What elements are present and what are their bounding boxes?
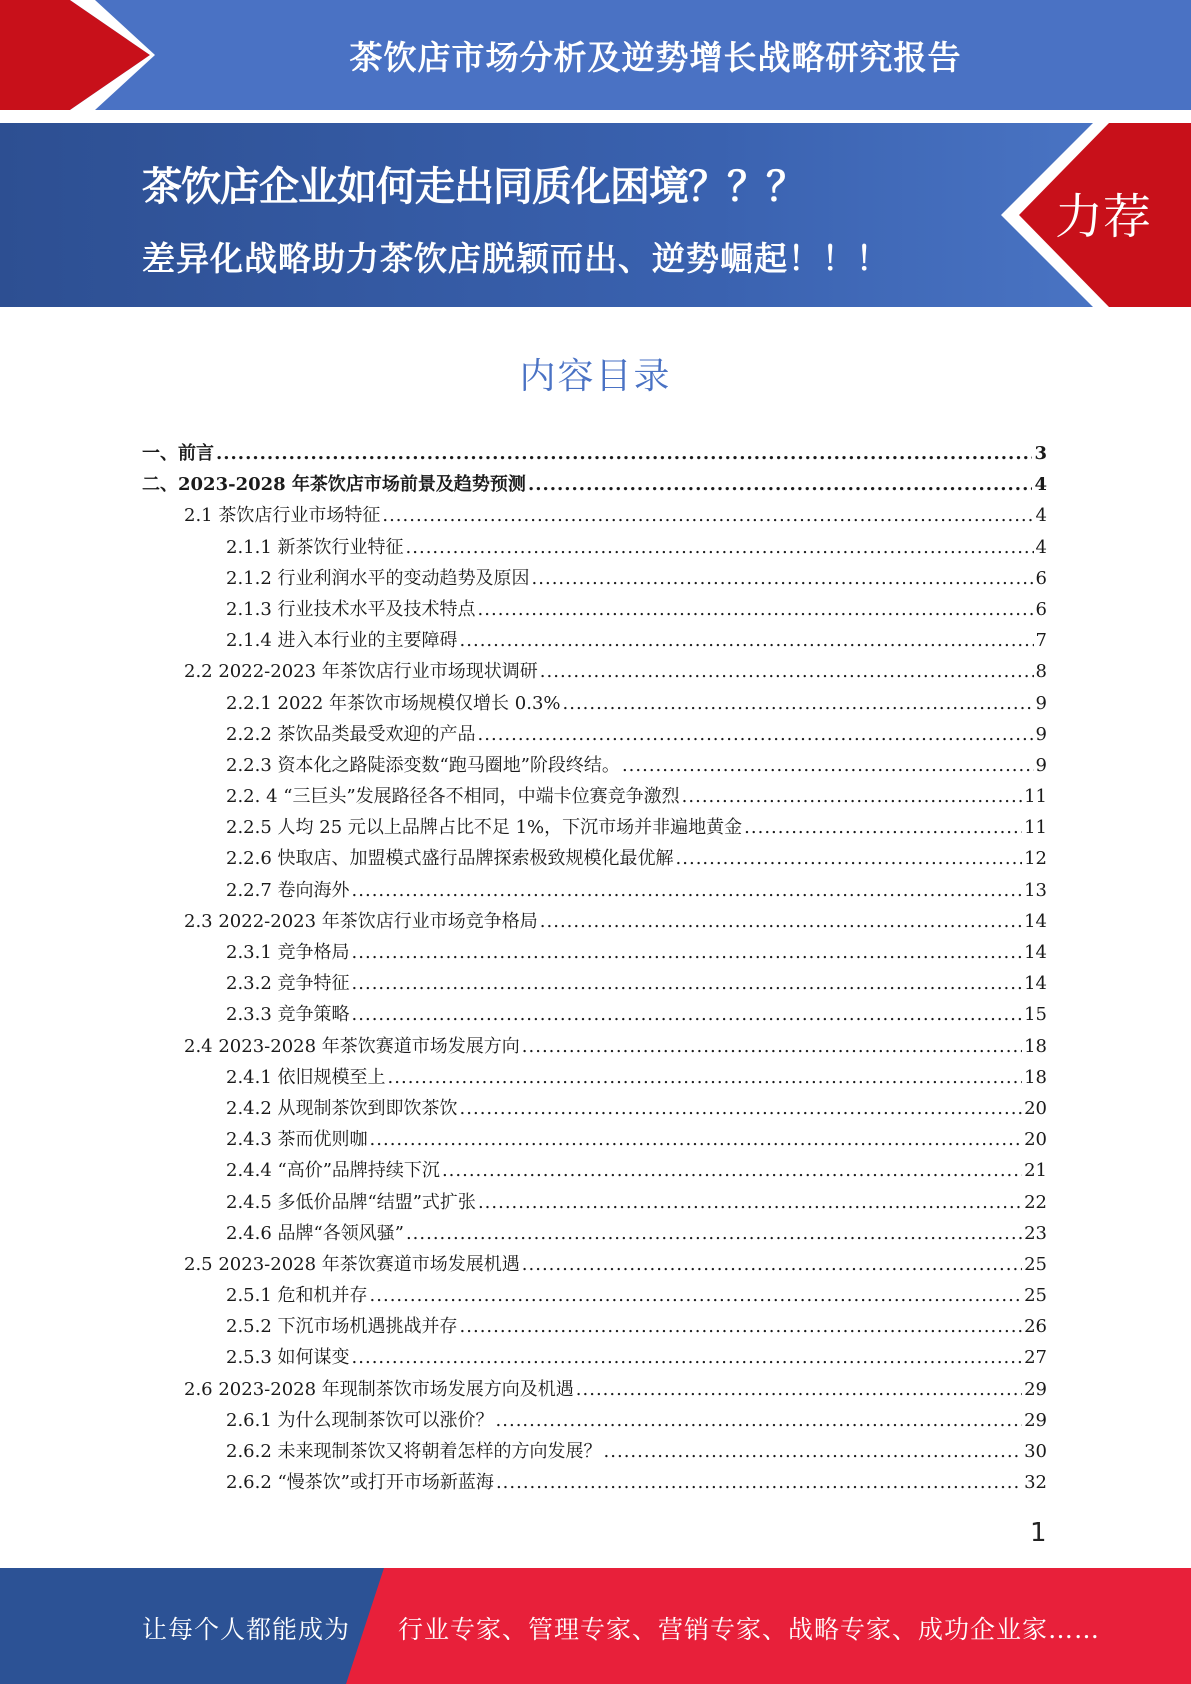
toc-entry-title: 2.4.6 品牌“各领风骚” [226,1222,404,1244]
toc-entry-title: 2.5.1 危和机并存 [226,1285,368,1307]
toc-entry[interactable] [142,719,1047,750]
toc-entry-title: 2.2.7 卷向海外 [226,879,350,901]
toc-entry[interactable] [142,656,1047,687]
toc-dot-leader [460,1311,1023,1342]
toc-entry[interactable] [142,1124,1047,1155]
toc-entry-title: 2.3.2 竞争特征 [226,973,350,995]
toc-entry-page: 4 [1035,505,1047,527]
toc-entry[interactable] [142,812,1047,843]
toc-entry-page: 32 [1024,1472,1047,1494]
toc-entry[interactable] [142,1280,1047,1311]
toc-dot-leader [370,1280,1023,1311]
toc-dot-leader [352,937,1023,968]
toc-entry-page: 20 [1024,1097,1047,1119]
toc-entry-title: 2.1 茶饮店行业市场特征 [184,505,381,527]
footer-slogan-right: 行业专家、管理专家、营销专家、战略专家、成功企业家…… [398,1615,1101,1644]
toc-entry[interactable] [142,594,1047,625]
toc-entry-page: 22 [1024,1191,1047,1213]
toc-entry[interactable] [142,625,1047,656]
toc-dot-leader [522,1031,1022,1062]
toc-entry[interactable] [142,1249,1047,1280]
toc-dot-leader [460,625,1034,656]
toc-entry-page: 14 [1024,973,1047,995]
toc-dot-leader [622,750,1034,781]
toc-entry-page: 23 [1024,1222,1047,1244]
toc-entry-page: 8 [1035,661,1047,683]
toc-entry[interactable] [142,875,1047,906]
toc-entry-title: 2.4.3 茶而优则咖 [226,1129,368,1151]
toc-entry-title: 2.5 2023-2028 年茶饮赛道市场发展机遇 [184,1253,520,1275]
toc-dot-leader [352,875,1023,906]
toc-entry-page: 6 [1035,567,1047,589]
toc-entry[interactable] [142,781,1047,812]
toc-dot-leader [522,1249,1022,1280]
toc-entry[interactable] [142,1093,1047,1124]
toc-dot-leader [528,469,1033,500]
toc-title: 内容目录 [519,356,672,397]
toc-dot-leader [496,1405,1023,1436]
toc-dot-leader [604,1436,1023,1467]
toc-entry[interactable] [142,500,1047,531]
toc-entry-page: 18 [1024,1035,1047,1057]
toc-dot-leader [744,812,1022,843]
toc-dot-leader [563,688,1034,719]
toc-entry-page: 29 [1024,1409,1047,1431]
toc-entry-page: 26 [1024,1316,1047,1338]
toc-entry[interactable] [142,1218,1047,1249]
toc-entry[interactable] [142,906,1047,937]
header-chevron-icon [0,0,160,110]
toc-entry-title: 2.1.3 行业技术水平及技术特点 [226,598,476,620]
toc-entry[interactable] [142,1062,1047,1093]
toc-entry[interactable] [142,999,1047,1030]
toc-dot-leader [370,1124,1023,1155]
toc-entry[interactable] [142,563,1047,594]
toc-entry-page: 29 [1024,1378,1047,1400]
toc-entry[interactable] [142,1311,1047,1342]
toc-entry-title: 2.1.2 行业利润水平的变动趋势及原因 [226,567,530,589]
toc-entry[interactable] [142,750,1047,781]
toc-entry-title: 2.1.4 进入本行业的主要障碍 [226,630,458,652]
toc-entry-title: 2.2 2022-2023 年茶饮店行业市场现状调研 [184,661,538,683]
toc-entry-page: 11 [1024,817,1047,839]
footer-slogan-left: 让每个人都能成为 [142,1615,351,1644]
toc-entry-title: 2.5.3 如何谋变 [226,1347,350,1369]
toc-dot-leader [442,1155,1022,1186]
toc-dot-leader [576,1374,1022,1405]
toc-entry-page: 9 [1035,754,1047,776]
toc-entry-title: 2.1.1 新茶饮行业特征 [226,536,404,558]
toc-entry-title: 2.4 2023-2028 年茶饮赛道市场发展方向 [184,1035,520,1057]
toc-entry-title: 2.2.1 2022 年茶饮市场规模仅增长 0.3% [226,692,561,714]
toc-entry-page: 3 [1034,443,1047,464]
toc-dot-leader [682,781,1022,812]
toc-entry[interactable] [142,968,1047,999]
toc-dot-leader [388,1062,1023,1093]
report-title: 茶饮店市场分析及逆势增长战略研究报告 [349,37,962,77]
toc-entry-title: 2.6 2023-2028 年现制茶饮市场发展方向及机遇 [184,1378,574,1400]
toc-entry-title: 2.2.6 快取店、加盟模式盛行品牌探索极致规模化最优解 [226,848,674,870]
toc-dot-leader [540,906,1022,937]
toc-dot-leader [478,719,1034,750]
toc-entry-page: 4 [1035,536,1047,558]
toc-entry-title: 2.4.2 从现制茶饮到即饮茶饮 [226,1097,458,1119]
toc-entry-page: 14 [1024,910,1047,932]
toc-entry[interactable] [142,1031,1047,1062]
toc-entry-page: 4 [1034,474,1047,496]
toc-entry-page: 9 [1035,692,1047,714]
toc-dot-leader [406,532,1034,563]
banner-subheadline: 差异化战略助力茶饮店脱颖而出、逆势崛起！！！ [142,239,890,278]
toc-entry[interactable] [142,688,1047,719]
toc-entry-title: 2.2.5 人均 25 元以上品牌占比不足 1%，下沉市场并非遍地黄金 [226,817,743,839]
toc-entry-title: 2.3.3 竞争策略 [226,1004,350,1026]
toc-dot-leader [478,594,1034,625]
toc-dot-leader [496,1467,1022,1498]
toc-entry-page: 7 [1035,630,1047,652]
toc-entry-title: 2.3.1 竞争格局 [226,942,350,963]
toc-entry[interactable] [142,1374,1047,1405]
toc-entry-title: 2.3 2022-2023 年茶饮店行业市场竞争格局 [184,910,538,932]
toc-entry[interactable] [142,1187,1047,1218]
toc-entry-page: 12 [1024,848,1047,870]
toc-entry-page: 11 [1024,786,1047,808]
toc-entry[interactable] [142,1467,1047,1498]
toc-entry[interactable] [142,937,1047,968]
toc-dot-leader [216,438,1032,469]
toc-entry-title: 2.5.2 下沉市场机遇挑战并存 [226,1316,458,1338]
toc-entry-title: 2.4.4 “高价”品牌持续下沉 [226,1160,440,1182]
toc-entry-title: 二、2023-2028 年茶饮店市场前景及趋势预测 [142,474,526,496]
toc-entry-page: 15 [1024,1004,1047,1026]
toc-entry-page: 13 [1024,879,1047,901]
toc-entry[interactable] [142,438,1047,469]
toc-entry-title: 2.6.2 “慢茶饮”或打开市场新蓝海 [226,1472,494,1494]
toc-dot-leader [382,500,1033,531]
toc-entry[interactable] [142,1155,1047,1186]
toc-entry-title: 2.6.2 未来现制茶饮又将朝着怎样的方向发展？ [226,1441,602,1462]
toc-dot-leader [532,563,1034,594]
toc-entry-title: 2.6.1 为什么现制茶饮可以涨价？ [226,1409,494,1431]
toc-entry-title: 2.4.5 多低价品牌“结盟”式扩张 [226,1191,476,1213]
toc-dot-leader [352,999,1023,1030]
toc-entry[interactable] [142,469,1047,500]
toc-entry-page: 27 [1024,1347,1047,1369]
toc-entry-title: 2.2.3 资本化之路陡添变数“跑马圈地”阶段终结。 [226,754,620,776]
toc-entry-page: 25 [1024,1285,1047,1307]
toc-entry-page: 6 [1035,598,1047,620]
toc-entry-page: 25 [1024,1253,1047,1275]
toc-entry-title: 2.4.1 依旧规模至上 [226,1066,386,1088]
toc-entry-page: 18 [1024,1066,1047,1088]
toc-entry-page: 14 [1024,942,1047,963]
toc-dot-leader [352,1342,1023,1373]
toc-entry[interactable] [142,1405,1047,1436]
page-number: 1 [1030,1518,1047,1548]
toc-dot-leader [676,843,1023,874]
toc-entry-title: 2.2.2 茶饮品类最受欢迎的产品 [226,723,476,745]
toc-entry-page: 30 [1024,1441,1047,1462]
toc-entry[interactable] [142,532,1047,563]
toc-dot-leader [540,656,1034,687]
toc-dot-leader [478,1187,1022,1218]
toc-entry[interactable] [142,843,1047,874]
toc-dot-leader [352,968,1023,999]
recommend-badge-label: 力荐 [1055,189,1152,245]
toc-entry-page: 20 [1024,1129,1047,1151]
toc-entry-page: 9 [1035,723,1047,745]
toc-entry-title: 一、前言 [142,443,214,464]
toc-list [142,438,1047,1498]
toc-dot-leader [406,1218,1022,1249]
toc-entry-page: 21 [1024,1160,1047,1182]
toc-entry-title: 2.2. 4 “三巨头”发展路径各不相同，中端卡位赛竞争激烈 [226,786,680,808]
toc-entry[interactable] [142,1436,1047,1467]
banner-headline: 茶饮店企业如何走出同质化困境？？？ [142,164,805,210]
toc-dot-leader [460,1093,1023,1124]
toc-entry[interactable] [142,1342,1047,1373]
